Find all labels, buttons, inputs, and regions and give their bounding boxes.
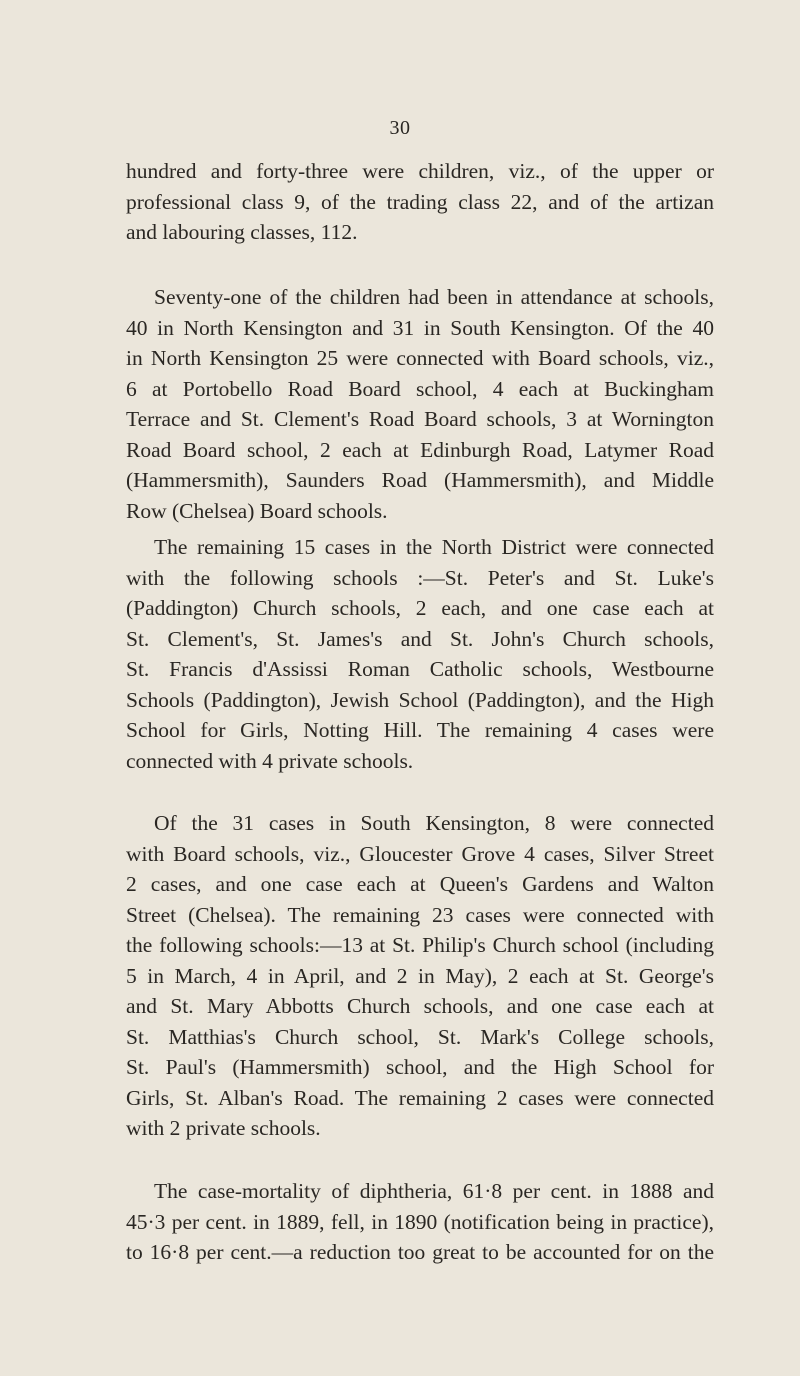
text-line: The remaining 15 cases in the North District were connected	[154, 535, 714, 559]
text-line: St. Clement's, St. James's and St. John's Church schools,	[126, 626, 714, 651]
paragraph-3	[126, 532, 714, 776]
text-line: 45·3 per cent. in 1889, fell, in 1890 (notification being in practice),	[126, 1209, 714, 1234]
text-line: 6 at Portobello Road Board school, 4 each at Buckingham	[126, 376, 714, 401]
text-line: 40 in North Kensington and 31 in South Kensington. Of the 40	[126, 315, 714, 340]
text-line: Schools (Paddington), Jewish School (Paddington), and the High	[126, 687, 714, 712]
text-line: in North Kensington 25 were connected with Board schools, viz.,	[126, 346, 714, 370]
text-line: The case-mortality of diphtheria, 61·8 per cent. in 1888 and	[154, 1179, 714, 1203]
text-line: and St. Mary Abbotts Church schools, and one case each at	[126, 994, 714, 1018]
text-line: Road Board school, 2 each at Edinburgh Road, Latymer Road	[126, 437, 714, 462]
text-line: Of the 31 cases in South Kensington, 8 were connected	[154, 811, 714, 835]
text-line: (Hammersmith), Saunders Road (Hammersmith), and Middle	[126, 468, 714, 492]
text-line: with 2 private schools.	[126, 1116, 321, 1140]
paragraph-4	[126, 808, 714, 1144]
text-line: and labouring classes, 112.	[126, 220, 358, 244]
page-number: 30	[389, 117, 411, 139]
text-line: School for Girls, Notting Hill. The remaining 4 cases were	[126, 718, 714, 742]
text-line: (Paddington) Church schools, 2 each, and one case each at	[126, 596, 714, 620]
text-line: the following schools:—13 at St. Philip's Church school (including	[126, 933, 714, 957]
text-line: Girls, St. Alban's Road. The remaining 2 cases were connected	[126, 1085, 714, 1110]
text-line: 2 cases, and one case each at Queen's Gardens and Walton	[126, 872, 714, 896]
paragraph-5	[126, 1176, 714, 1268]
text-line: Terrace and St. Clement's Road Board schools, 3 at Wornington	[126, 407, 714, 431]
text-line: St. Francis d'Assissi Roman Catholic schools, Westbourne	[126, 657, 714, 681]
text-line: Seventy-one of the children had been in attendance at schools,	[154, 285, 714, 309]
text-line: with Board schools, viz., Gloucester Grove 4 cases, Silver Street	[126, 841, 714, 866]
paragraph-2	[126, 282, 714, 526]
text-line: 5 in March, 4 in April, and 2 in May), 2 each at St. George's	[126, 963, 714, 988]
paragraph-1	[126, 156, 714, 248]
text-line: to 16·8 per cent.—a reduction too great to be accounted for on the	[126, 1240, 714, 1264]
text-line: St. Paul's (Hammersmith) school, and the High School for	[126, 1055, 714, 1079]
text-line: hundred and forty-three were children, viz., of the upper or	[126, 159, 714, 183]
text-line: professional class 9, of the trading class 22, and of the artizan	[126, 189, 714, 214]
text-line: connected with 4 private schools.	[126, 748, 414, 773]
text-line: St. Matthias's Church school, St. Mark's College schools,	[126, 1024, 714, 1049]
text-line: Row (Chelsea) Board schools.	[126, 498, 388, 523]
text-line: Street (Chelsea). The remaining 23 cases were connected with	[126, 902, 714, 927]
text-line: with the following schools :—St. Peter's and St. Luke's	[126, 565, 714, 590]
